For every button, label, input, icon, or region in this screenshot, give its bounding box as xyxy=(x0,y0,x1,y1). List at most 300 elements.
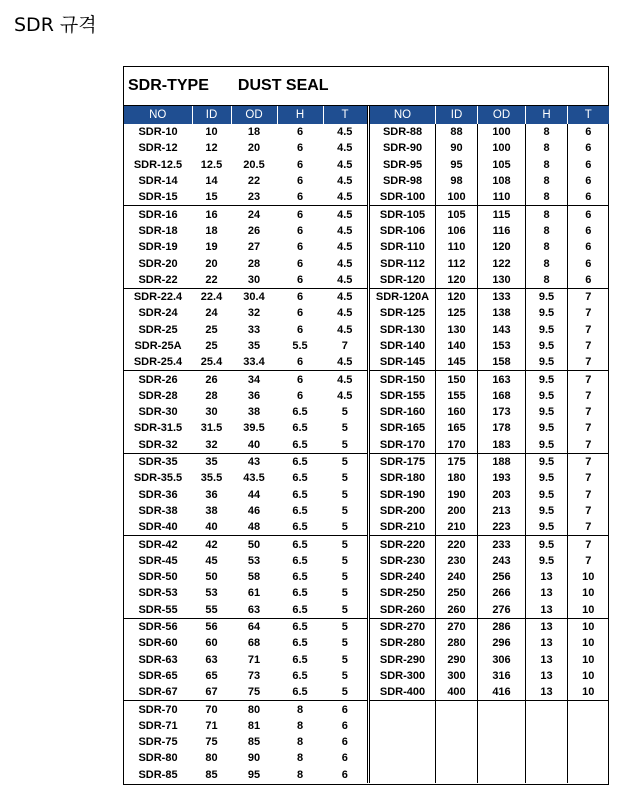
column-header: NO xyxy=(370,106,436,124)
table-cell: 6 xyxy=(341,736,348,749)
table-row xyxy=(370,668,609,684)
table-cell: 9.5 xyxy=(526,470,568,486)
table-cell: 183 xyxy=(478,437,526,454)
table-cell: SDR-80 xyxy=(138,752,178,765)
table-cell: 13 xyxy=(526,652,568,668)
table-cell: 36 xyxy=(247,389,261,402)
table-cell: 5 xyxy=(323,536,367,553)
table-cell: 8 xyxy=(296,736,304,749)
table-cell: 8 xyxy=(526,124,568,140)
table-cell: SDR-70 xyxy=(124,701,192,718)
table-cell: 31.5 xyxy=(200,422,223,435)
table-cell xyxy=(526,734,568,750)
table-cell: 6 xyxy=(568,206,609,223)
table-cell: 9.5 xyxy=(526,453,568,470)
table-cell: 14 xyxy=(205,175,218,188)
table-cell: 30 xyxy=(247,273,261,286)
table-cell: SDR-190 xyxy=(379,488,426,501)
table-cell: 33.4 xyxy=(243,356,265,369)
table-cell: 35.5 xyxy=(200,472,223,485)
table-cell: 38 xyxy=(205,504,218,517)
table-cell: 7 xyxy=(568,420,609,436)
table-row xyxy=(124,305,367,321)
table-cell: 188 xyxy=(478,453,526,470)
table-cell: 6 xyxy=(341,768,348,781)
table-cell: 8 xyxy=(526,140,568,156)
table-cell: 6 xyxy=(277,288,323,305)
column-header: T xyxy=(568,106,609,124)
table-cell: 81 xyxy=(247,719,261,732)
table-cell: 9.5 xyxy=(526,404,568,420)
table-cell: 45 xyxy=(205,554,218,567)
table-cell: 210 xyxy=(436,519,478,536)
table-row xyxy=(124,734,367,750)
table-cell: 95 xyxy=(247,768,261,781)
table-cell: 4.5 xyxy=(337,273,353,286)
table-cell: 60 xyxy=(205,637,218,650)
column-header: ID xyxy=(436,106,478,124)
table-cell: 4.5 xyxy=(337,323,353,336)
table-row xyxy=(370,718,609,734)
table-row xyxy=(370,503,609,519)
table-row xyxy=(370,124,609,140)
table-cell xyxy=(370,701,436,718)
table-cell: 22 xyxy=(205,273,218,286)
table-cell: 286 xyxy=(478,618,526,635)
table-cell: 10 xyxy=(568,652,609,668)
table-row xyxy=(124,750,367,766)
table-cell: SDR-75 xyxy=(138,736,178,749)
table-cell: 6 xyxy=(296,142,304,155)
table-cell: 42 xyxy=(192,536,231,553)
table-cell: 7 xyxy=(568,404,609,420)
table-cell: SDR-56 xyxy=(124,618,192,635)
table-row xyxy=(124,684,367,701)
table-cell: 8 xyxy=(277,701,323,718)
table-cell: SDR-220 xyxy=(370,536,436,553)
table-cell: 63 xyxy=(205,653,218,666)
table-row xyxy=(124,338,367,354)
table-cell: 80 xyxy=(205,752,218,765)
table-cell: 200 xyxy=(436,503,478,519)
table-row xyxy=(124,767,367,783)
table-cell: 9.5 xyxy=(526,553,568,569)
table-cell xyxy=(370,750,436,766)
table-cell: 88 xyxy=(436,124,478,140)
table-row xyxy=(370,684,609,701)
table-cell: SDR-160 xyxy=(379,406,426,419)
table-cell: 50 xyxy=(231,536,277,553)
table-cell: 20.5 xyxy=(243,158,265,171)
table-cell: 5 xyxy=(341,653,348,666)
table-cell: 90 xyxy=(247,752,261,765)
table-cell: 32 xyxy=(247,307,261,320)
table-row xyxy=(370,652,609,668)
table-cell: 10 xyxy=(205,126,218,139)
column-header: OD xyxy=(478,106,526,124)
table-cell: SDR-250 xyxy=(379,587,426,600)
table-cell: 32 xyxy=(205,438,218,451)
table-cell: 6 xyxy=(568,124,609,140)
table-row xyxy=(124,173,367,189)
table-cell: 4.5 xyxy=(337,356,353,369)
table-cell: 6 xyxy=(277,371,323,388)
table-cell: 7 xyxy=(568,553,609,569)
table-cell: 7 xyxy=(568,388,609,404)
page-title: SDR 규격 xyxy=(14,14,97,36)
spec-table-right xyxy=(369,106,609,783)
table-cell: SDR-170 xyxy=(379,438,426,451)
table-cell: SDR-55 xyxy=(138,603,178,616)
table-cell: 180 xyxy=(436,470,478,486)
table-cell: 4.5 xyxy=(337,241,353,254)
table-cell: 4.5 xyxy=(323,206,367,223)
table-cell: 19 xyxy=(205,241,218,254)
table-row xyxy=(124,223,367,239)
table-row xyxy=(124,124,367,140)
table-cell: 6 xyxy=(568,272,609,289)
table-cell: 80 xyxy=(231,701,277,718)
table-cell: 18 xyxy=(205,224,218,237)
table-cell: 155 xyxy=(436,388,478,404)
table-cell: SDR-40 xyxy=(138,521,178,534)
table-cell: 276 xyxy=(478,602,526,619)
table-cell: 15 xyxy=(205,191,218,204)
table-cell: 63 xyxy=(247,603,261,616)
table-cell: 220 xyxy=(436,536,478,553)
table-cell: 5 xyxy=(341,472,348,485)
table-row xyxy=(370,338,609,354)
table-cell: 58 xyxy=(247,571,261,584)
table-cell: 100 xyxy=(478,124,526,140)
table-row xyxy=(370,453,609,470)
table-row xyxy=(124,487,367,503)
table-cell: 9.5 xyxy=(526,536,568,553)
table-row xyxy=(124,536,367,553)
table-cell: 5 xyxy=(341,554,348,567)
table-row xyxy=(124,668,367,684)
table-cell: 85 xyxy=(205,768,218,781)
table-cell: 233 xyxy=(478,536,526,553)
table-cell: 6.5 xyxy=(292,637,308,650)
table-cell: 71 xyxy=(247,653,261,666)
table-cell: 10 xyxy=(568,585,609,601)
table-row xyxy=(124,322,367,338)
table-cell: 9.5 xyxy=(526,354,568,371)
table-cell: 5 xyxy=(341,406,348,419)
table-cell: SDR-24 xyxy=(138,307,178,320)
table-cell: 73 xyxy=(247,669,261,682)
table-row xyxy=(370,750,609,766)
table-cell: 25 xyxy=(205,340,218,352)
table-cell: 26 xyxy=(247,224,261,237)
table-cell: 9.5 xyxy=(526,322,568,338)
table-cell: 4.5 xyxy=(323,371,367,388)
table-cell: 9.5 xyxy=(526,487,568,503)
table-cell: 160 xyxy=(436,404,478,420)
table-cell: 5 xyxy=(341,438,348,451)
table-cell: 23 xyxy=(247,191,261,204)
table-cell: 8 xyxy=(526,223,568,239)
table-cell xyxy=(370,767,436,783)
table-row xyxy=(124,602,367,619)
seal-type-label: SDR-TYPE xyxy=(128,77,209,94)
table-cell: 400 xyxy=(436,684,478,701)
table-cell: 6 xyxy=(568,239,609,255)
table-row xyxy=(124,553,367,569)
table-row xyxy=(370,767,609,783)
table-cell: SDR-145 xyxy=(379,356,426,369)
table-row xyxy=(370,404,609,420)
table-cell: SDR-67 xyxy=(138,686,178,699)
table-cell: 115 xyxy=(478,206,526,223)
table-cell: 108 xyxy=(478,173,526,189)
table-cell: 5 xyxy=(323,453,367,470)
column-header: NO xyxy=(124,106,192,124)
table-row xyxy=(124,470,367,486)
table-cell: 6 xyxy=(296,175,304,188)
table-cell: SDR-25.4 xyxy=(133,356,183,369)
table-cell: 64 xyxy=(231,618,277,635)
table-cell xyxy=(478,701,526,718)
table-cell: 306 xyxy=(478,652,526,668)
table-cell xyxy=(436,767,478,783)
table-cell: 6 xyxy=(568,173,609,189)
table-cell: 316 xyxy=(478,668,526,684)
table-cell xyxy=(370,734,436,750)
table-cell: SDR-18 xyxy=(138,224,178,237)
table-cell: 16 xyxy=(192,206,231,223)
table-cell: SDR-98 xyxy=(382,175,423,188)
table-cell: 6 xyxy=(296,323,304,336)
table-cell: 100 xyxy=(478,140,526,156)
table-cell: 13 xyxy=(526,635,568,651)
table-row xyxy=(124,140,367,156)
table-cell: SDR-260 xyxy=(379,603,426,616)
table-cell: 70 xyxy=(192,701,231,718)
table-cell: 43 xyxy=(231,453,277,470)
table-cell: 7 xyxy=(568,503,609,519)
table-cell: 5 xyxy=(341,669,348,682)
table-row xyxy=(370,585,609,601)
table-cell: 6.5 xyxy=(292,472,308,485)
table-row xyxy=(124,503,367,519)
table-cell xyxy=(526,767,568,783)
table-cell: 170 xyxy=(436,437,478,454)
table-cell: 6 xyxy=(568,255,609,271)
table-cell: 4.5 xyxy=(337,224,353,237)
table-cell: 50 xyxy=(205,571,218,584)
table-row xyxy=(124,388,367,404)
table-cell: 4.5 xyxy=(323,288,367,305)
table-row xyxy=(370,206,609,223)
table-cell: 153 xyxy=(478,338,526,354)
table-row xyxy=(370,354,609,371)
table-cell: SDR-130 xyxy=(379,323,426,336)
table-cell xyxy=(478,767,526,783)
table-cell: 6.5 xyxy=(292,521,308,534)
table-cell: SDR-165 xyxy=(379,422,426,435)
spec-tables xyxy=(124,106,608,784)
table-cell: SDR-85 xyxy=(138,768,178,781)
table-cell: 100 xyxy=(436,189,478,206)
table-cell: 8 xyxy=(526,206,568,223)
table-cell: 35 xyxy=(247,340,261,352)
table-cell: 7 xyxy=(568,536,609,553)
table-cell: 8 xyxy=(526,272,568,289)
table-row xyxy=(370,635,609,651)
table-cell: 7 xyxy=(568,453,609,470)
table-cell: SDR-120 xyxy=(379,273,426,286)
table-cell: 13 xyxy=(526,569,568,585)
table-row xyxy=(370,519,609,536)
table-row xyxy=(370,618,609,635)
table-cell: 6.5 xyxy=(277,618,323,635)
table-cell xyxy=(568,701,609,718)
table-cell: SDR-106 xyxy=(379,224,426,237)
table-row xyxy=(370,388,609,404)
table-cell: SDR-25 xyxy=(138,323,178,336)
table-cell: 138 xyxy=(478,305,526,321)
table-body xyxy=(370,124,609,783)
table-cell: 4.5 xyxy=(337,389,353,402)
table-cell: 6 xyxy=(296,224,304,237)
table-cell: SDR-125 xyxy=(379,307,426,320)
table-cell xyxy=(478,734,526,750)
table-cell: 240 xyxy=(436,569,478,585)
table-row xyxy=(370,272,609,289)
table-cell: 4.5 xyxy=(337,126,353,139)
table-cell: SDR-400 xyxy=(379,686,426,699)
table-cell: 53 xyxy=(247,554,261,567)
table-row xyxy=(124,404,367,420)
table-cell: 9.5 xyxy=(526,420,568,436)
table-cell: 8 xyxy=(526,157,568,173)
table-cell: 7 xyxy=(568,322,609,338)
table-cell xyxy=(568,767,609,783)
table-cell: 416 xyxy=(478,684,526,701)
table-cell: 5 xyxy=(341,587,348,600)
table-cell: 6 xyxy=(296,241,304,254)
table-cell: 13 xyxy=(526,585,568,601)
table-cell: 4.5 xyxy=(337,158,353,171)
table-cell: 12 xyxy=(205,142,218,155)
table-row xyxy=(124,272,367,289)
table-cell: 67 xyxy=(205,686,218,699)
table-cell: 7 xyxy=(568,288,609,305)
table-row xyxy=(370,420,609,436)
table-cell: 85 xyxy=(247,736,261,749)
table-cell: 9.5 xyxy=(526,371,568,388)
table-cell: SDR-112 xyxy=(380,257,425,270)
table-row xyxy=(370,322,609,338)
table-cell: 4.5 xyxy=(337,191,353,204)
table-cell: 43.5 xyxy=(243,472,265,485)
table-cell: 13 xyxy=(526,668,568,684)
table-cell: 190 xyxy=(436,487,478,503)
table-cell: 53 xyxy=(205,587,218,600)
table-cell: 6 xyxy=(296,191,304,204)
table-row xyxy=(370,536,609,553)
table-cell: SDR-16 xyxy=(124,206,192,223)
table-cell: 75 xyxy=(205,736,218,749)
table-cell: 213 xyxy=(478,503,526,519)
table-cell: 13 xyxy=(526,618,568,635)
table-row xyxy=(124,519,367,536)
table-cell: 260 xyxy=(436,602,478,619)
table-cell: SDR-240 xyxy=(379,571,426,584)
seal-name-label: DUST SEAL xyxy=(237,77,329,94)
table-cell: 6.5 xyxy=(292,686,308,699)
table-cell xyxy=(436,750,478,766)
table-cell: 6.5 xyxy=(292,488,308,501)
table-cell: 5 xyxy=(341,637,348,650)
table-cell: SDR-280 xyxy=(379,637,426,650)
table-row xyxy=(370,437,609,454)
table-row xyxy=(124,437,367,454)
table-cell: 270 xyxy=(436,618,478,635)
table-cell: SDR-270 xyxy=(370,618,436,635)
table-cell: 4.5 xyxy=(337,257,353,270)
table-cell: SDR-45 xyxy=(138,554,178,567)
table-cell: 7 xyxy=(568,437,609,454)
table-cell: 8 xyxy=(526,173,568,189)
table-cell: SDR-100 xyxy=(379,191,426,204)
table-cell: 6.5 xyxy=(292,438,308,451)
table-cell: 296 xyxy=(478,635,526,651)
table-cell: SDR-200 xyxy=(379,504,426,517)
table-cell: 26 xyxy=(192,371,231,388)
table-cell: 10 xyxy=(568,684,609,701)
table-cell: SDR-26 xyxy=(124,371,192,388)
table-cell: SDR-105 xyxy=(370,206,436,223)
table-header-row xyxy=(370,106,609,124)
table-cell: 35 xyxy=(192,453,231,470)
table-cell: SDR-30 xyxy=(138,406,178,419)
table-cell: SDR-88 xyxy=(382,126,423,139)
table-cell: 9.5 xyxy=(526,437,568,454)
table-row xyxy=(370,239,609,255)
table-cell: 150 xyxy=(436,371,478,388)
table-cell: 8 xyxy=(296,752,304,765)
table-cell: SDR-35 xyxy=(124,453,192,470)
table-cell: 9.5 xyxy=(526,388,568,404)
table-cell: 46 xyxy=(247,504,261,517)
table-cell: 5 xyxy=(323,618,367,635)
table-row xyxy=(124,354,367,371)
table-cell: SDR-22.4 xyxy=(124,288,192,305)
table-cell: 105 xyxy=(478,157,526,173)
table-cell: 24 xyxy=(231,206,277,223)
table-cell: 9.5 xyxy=(526,338,568,354)
table-row xyxy=(370,487,609,503)
table-cell: SDR-63 xyxy=(138,653,178,666)
table-cell: 5 xyxy=(341,504,348,517)
table-cell: 5.5 xyxy=(292,340,308,352)
table-cell: 25 xyxy=(205,323,218,336)
table-cell: SDR-120A xyxy=(370,288,436,305)
column-header: T xyxy=(323,106,367,124)
table-cell: SDR-31.5 xyxy=(133,422,183,435)
table-cell: 7 xyxy=(568,371,609,388)
table-cell: 145 xyxy=(436,354,478,371)
table-cell: 10 xyxy=(568,618,609,635)
table-cell: SDR-300 xyxy=(379,669,426,682)
table-cell xyxy=(370,718,436,734)
table-row xyxy=(124,420,367,436)
table-cell: SDR-210 xyxy=(379,521,426,534)
table-cell: 8 xyxy=(296,719,304,732)
